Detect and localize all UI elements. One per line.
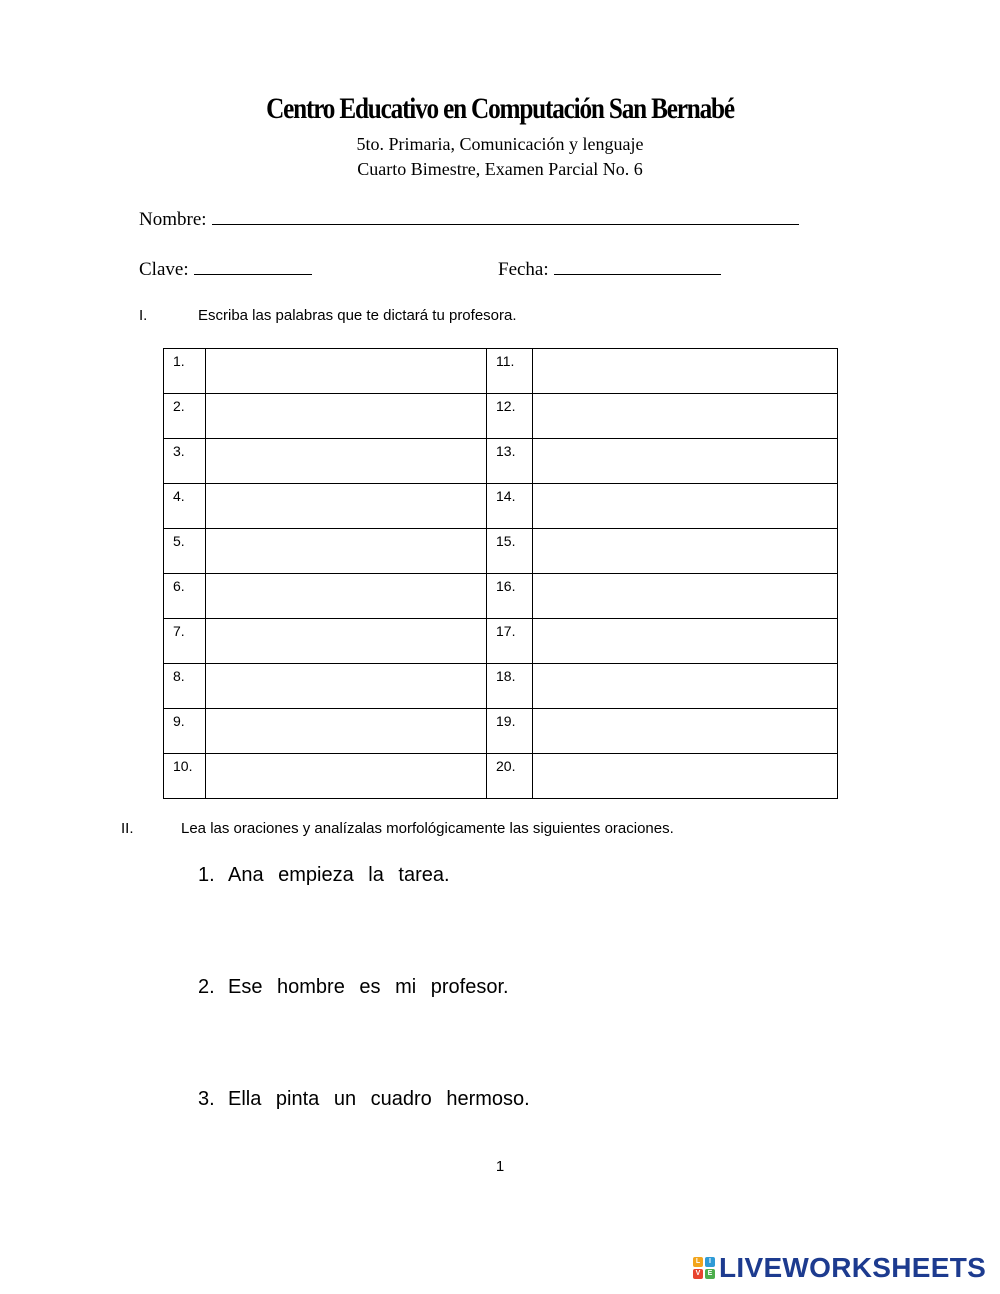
word-number-cell: 8. xyxy=(164,664,206,709)
logo-letter: L xyxy=(693,1257,703,1267)
word-number-cell: 10. xyxy=(164,754,206,799)
word-answer-cell[interactable] xyxy=(533,529,838,574)
word-answer-cell[interactable] xyxy=(533,439,838,484)
table-row xyxy=(164,484,838,529)
table-row xyxy=(164,439,838,484)
table-row xyxy=(164,754,838,799)
fecha-label: Fecha: xyxy=(498,259,549,280)
word-answer-cell[interactable] xyxy=(533,619,838,664)
clave-input-line[interactable] xyxy=(194,256,312,275)
section1-number: I. xyxy=(139,307,148,324)
clave-label: Clave: xyxy=(139,259,189,280)
word-number-cell: 2. xyxy=(164,394,206,439)
word-answer-cell[interactable] xyxy=(206,439,487,484)
sentence-number: 1. xyxy=(198,864,215,886)
page-number: 1 xyxy=(495,1158,505,1175)
document-subtitle-exam: Cuarto Bimestre, Examen Parcial No. 6 xyxy=(357,159,643,179)
word-answer-cell[interactable] xyxy=(206,394,487,439)
table-row xyxy=(164,664,838,709)
table-row xyxy=(164,574,838,619)
nombre-field xyxy=(139,206,799,231)
word-answer-cell[interactable] xyxy=(533,574,838,619)
nombre-input-line[interactable] xyxy=(212,206,799,225)
document-subtitle-grade: 5to. Primaria, Comunicación y lenguaje xyxy=(356,134,644,154)
word-answer-cell[interactable] xyxy=(206,754,487,799)
word-number-cell: 11. xyxy=(487,349,533,394)
logo-letter: E xyxy=(705,1269,715,1279)
document-title: Centro Educativo en Computación San Bernabé xyxy=(266,92,734,125)
section2-instruction: Lea las oraciones y analízalas morfológicamente las siguientes oraciones. xyxy=(181,820,674,837)
fecha-input-line[interactable] xyxy=(554,256,721,275)
word-answer-cell[interactable] xyxy=(533,394,838,439)
word-number-cell: 4. xyxy=(164,484,206,529)
sentence-text: Ese hombre es mi profesor. xyxy=(228,976,509,998)
table-row xyxy=(164,529,838,574)
liveworksheets-logo-icon xyxy=(692,1256,716,1280)
word-answer-cell[interactable] xyxy=(206,619,487,664)
word-answer-cell[interactable] xyxy=(533,664,838,709)
sentence-number: 3. xyxy=(198,1088,215,1110)
word-number-cell: 13. xyxy=(487,439,533,484)
nombre-label: Nombre: xyxy=(139,209,207,230)
word-answer-cell[interactable] xyxy=(206,349,487,394)
word-number-cell: 6. xyxy=(164,574,206,619)
brand-name: LIVEWORKSHEETS xyxy=(719,1252,987,1283)
sentence-text: Ella pinta un cuadro hermoso. xyxy=(228,1088,530,1110)
fecha-field xyxy=(498,256,721,281)
word-answer-cell[interactable] xyxy=(533,709,838,754)
word-number-cell: 9. xyxy=(164,709,206,754)
sentence-item xyxy=(198,976,509,999)
word-number-cell: 14. xyxy=(487,484,533,529)
logo-letter: I xyxy=(705,1257,715,1267)
sentence-number: 2. xyxy=(198,976,215,998)
word-answer-cell[interactable] xyxy=(533,349,838,394)
word-number-cell: 19. xyxy=(487,709,533,754)
table-row xyxy=(164,394,838,439)
word-answer-cell[interactable] xyxy=(206,664,487,709)
word-answer-cell[interactable] xyxy=(533,754,838,799)
word-answer-cell[interactable] xyxy=(206,709,487,754)
word-answer-cell[interactable] xyxy=(206,529,487,574)
word-number-cell: 18. xyxy=(487,664,533,709)
sentence-text: Ana empieza la tarea. xyxy=(228,864,450,886)
sentence-item xyxy=(198,1088,530,1111)
word-number-cell: 12. xyxy=(487,394,533,439)
section2-number: II. xyxy=(121,820,134,837)
table-row xyxy=(164,619,838,664)
word-answer-cell[interactable] xyxy=(206,484,487,529)
logo-letter: V xyxy=(693,1269,703,1279)
word-number-cell: 1. xyxy=(164,349,206,394)
word-number-cell: 3. xyxy=(164,439,206,484)
table-row xyxy=(164,349,838,394)
word-number-cell: 5. xyxy=(164,529,206,574)
clave-field xyxy=(139,256,312,281)
word-answer-cell[interactable] xyxy=(533,484,838,529)
section1-instruction: Escriba las palabras que te dictará tu profesora. xyxy=(198,307,517,324)
word-number-cell: 16. xyxy=(487,574,533,619)
dictation-table xyxy=(163,348,838,799)
table-row xyxy=(164,709,838,754)
word-answer-cell[interactable] xyxy=(206,574,487,619)
sentence-item xyxy=(198,864,450,887)
word-number-cell: 20. xyxy=(487,754,533,799)
liveworksheets-brand xyxy=(692,1252,986,1284)
word-number-cell: 17. xyxy=(487,619,533,664)
word-number-cell: 7. xyxy=(164,619,206,664)
word-number-cell: 15. xyxy=(487,529,533,574)
